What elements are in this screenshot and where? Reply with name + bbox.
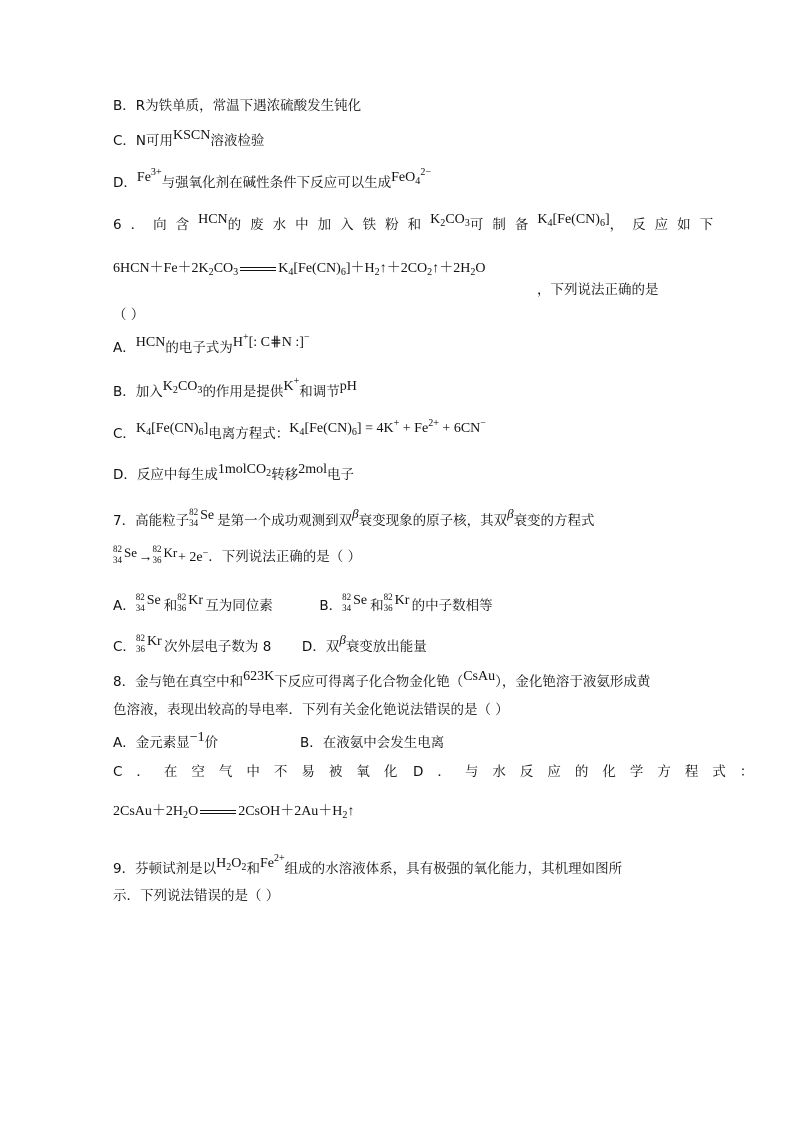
q6-d-text-2: 转移 [271, 467, 299, 483]
q5-c-text: C．N可用 [113, 133, 174, 149]
q7-stem-text-2: 是第一个成功观测到双 [217, 513, 353, 529]
q6-b-k-ion-formula: K+ [283, 376, 300, 394]
q5-d-text: D． [113, 175, 137, 191]
q9-stem-line2: 示．下列说法错误的是（ ） [113, 888, 280, 904]
q5-option-c [113, 128, 265, 149]
q6-b-ph: pH [339, 379, 357, 394]
q7-stem-text-3: 衰变现象的原子核，其双 [358, 513, 508, 529]
q8-d-equation: $2CsAu+2H_2O$ $2CsOH+2Au+H_2↑$ [113, 804, 355, 822]
q7-a-text-2: 互为同位素 [205, 598, 273, 614]
q7-d-text: D．双 [301, 639, 340, 655]
q8-stem-text-3: ），金化铯溶于液氨形成黄 [495, 674, 651, 690]
q6-a-text: A． [113, 340, 136, 356]
q6-stem-text: 6．向含 [113, 217, 199, 233]
q6-stem-text-2: 的废水中加入铁粉和 [227, 217, 431, 233]
q6-c-ferrocyanide-formula: $K_4[Fe(CN)_6]$ [135, 421, 209, 439]
q6-stem-text-4: ，反应如下 [609, 217, 723, 233]
q8-a-text-2: 价 [204, 735, 219, 751]
q7-options-ab [113, 592, 493, 616]
q5-c-text-2: 溶液检验 [210, 133, 265, 149]
q7-decay-equation: 82 34 Se → 82 36 Kr + 2e− [113, 544, 209, 566]
q6-option-a [113, 332, 310, 356]
q6-hcn-formula: HCN [198, 212, 228, 227]
q7-a-text: A． [113, 598, 136, 614]
q5-c-reagent: KSCN [173, 128, 211, 143]
q8-option-b: B．在液氨中会发生电离 [300, 735, 445, 751]
q6-option-c [113, 418, 486, 442]
q7-stem-text: 7．高能粒子 [113, 513, 190, 529]
q7-b-kr82-nuclide: 82 36 Kr [383, 592, 410, 613]
q9-stem-text-3: 组成的水溶液体系，具有极强的氧化能力，其机理如图所 [284, 861, 623, 877]
equals-sign-icon [240, 267, 276, 271]
q6-ferrocyanide-formula: $K_4[Fe(CN)_6]$ [537, 212, 610, 230]
beta-symbol: β [507, 506, 514, 521]
q6-stem-line1 [113, 212, 723, 233]
beta-symbol: β [352, 506, 359, 521]
q6-answer-paren: （ ） [113, 307, 145, 323]
q7-b-se82-nuclide: 82 34 Se [342, 592, 368, 613]
q7-options-cd [113, 632, 427, 657]
q6-stem-tail: ，下列说法正确的是 [537, 282, 659, 298]
q9-stem-text-2: 和 [246, 861, 260, 877]
q6-b-k2co3-formula: $K_2CO_3$ [162, 379, 203, 397]
q7-b-and: 和 [370, 598, 384, 614]
q8-stem-line2: 色溶液，表现出较高的导电率．下列有关金化铯说法错误的是（ ） [113, 702, 509, 718]
q6-b-text-3: 和调节 [299, 384, 340, 400]
q6-c-text: C． [113, 426, 136, 442]
q7-stem-line2 [113, 544, 362, 568]
q6-d-co2-formula: 1molCO$_2$ [217, 462, 272, 480]
q8-a-value: −1 [189, 730, 205, 745]
q8-stem-text-2: 下反应可得离子化合物金化铯（ [274, 674, 464, 690]
q6-c-text-2: 电离方程式： [208, 426, 290, 442]
q6-a-hcn-formula: HCN [135, 335, 166, 350]
q6-option-d [113, 462, 354, 483]
q8-a-text: A．金元素显 [113, 735, 190, 751]
q5-d-fe3-formula: $Fe^{3+}$ [136, 167, 162, 185]
q7-stem-line1 [113, 506, 595, 531]
equals-sign-icon [200, 810, 236, 814]
q8-options-ab [113, 730, 219, 751]
q5-option-d [113, 167, 432, 191]
q5-option-b: B．R为铁单质，常温下遇浓硫酸发生钝化 [113, 98, 362, 114]
q7-se82-nuclide: 82 34 Se [189, 507, 215, 528]
q8-option-d: D．与水反应的化学方程式： [413, 764, 768, 780]
q6-a-text-2: 的电子式为 [165, 340, 233, 356]
q9-fe2-formula: $Fe^{2+}$ [259, 853, 285, 871]
q6-stem-text-3: 可制备 [469, 217, 538, 233]
q7-b-text-2: 的中子数相等 [411, 598, 493, 614]
q7-d-text-2: 衰变放出能量 [345, 639, 427, 655]
q6-a-electron-formula: H+[: C⋕N :]− [232, 332, 310, 350]
q7-a-se82-nuclide: 82 34 Se [135, 592, 161, 613]
q9-stem-text: 9．芬顿试剂是以 [113, 861, 217, 877]
q6-equation: $6HCN+Fe+2K_2CO_3$ $K_4[Fe(CN)_6]+H_2↑+2CO_2↑+2H_2O$ [113, 261, 486, 279]
q6-c-ionization-equation: $K_4[Fe(CN)_6] = 4K^+ + Fe^{2+} + 6CN^-$ [289, 418, 486, 439]
beta-symbol: β [339, 632, 346, 647]
q5-d-text-2: 与强氧化剂在碱性条件下反应可以生成 [161, 175, 392, 191]
q6-d-text-3: 电子 [326, 467, 354, 483]
q7-c-text: C． [113, 639, 136, 655]
q7-stem-text-4: 衰变的方程式 [513, 513, 595, 529]
q7-a-kr82-nuclide: 82 36 Kr [177, 592, 204, 613]
q8-temperature: 623K [243, 669, 275, 684]
q7-c-kr82-nuclide: 82 36 Kr [135, 633, 162, 654]
q6-b-text-2: 的作用是提供 [202, 384, 284, 400]
q6-b-text: B．加入 [113, 384, 163, 400]
q5-d-feo4-formula: FeO$_4^{2-}$ [391, 167, 432, 188]
q7-a-and: 和 [163, 598, 178, 614]
q9-stem-line1 [113, 853, 623, 877]
q6-option-b [113, 376, 357, 400]
q6-d-text: D．反应中每生成 [113, 467, 218, 483]
q8-stem-text: 8．金与铯在真空中和 [113, 674, 244, 690]
q7-b-text: B． [319, 598, 343, 614]
q8-option-c: C．在空气中不易被氧化 [113, 764, 412, 780]
q8-stem-line1 [113, 669, 651, 690]
q9-h2o2-formula: $H_2O_2$ [216, 856, 247, 874]
q6-k2co3-formula: $K_2CO_3$ [430, 212, 470, 230]
q8-csau-formula: CsAu [463, 669, 496, 684]
q7-c-text-2: 次外层电子数为 8 [163, 639, 272, 655]
q7-stem-text-5: ．下列说法正确的是（ ） [208, 549, 362, 566]
q6-d-value: 2mol [298, 462, 327, 477]
